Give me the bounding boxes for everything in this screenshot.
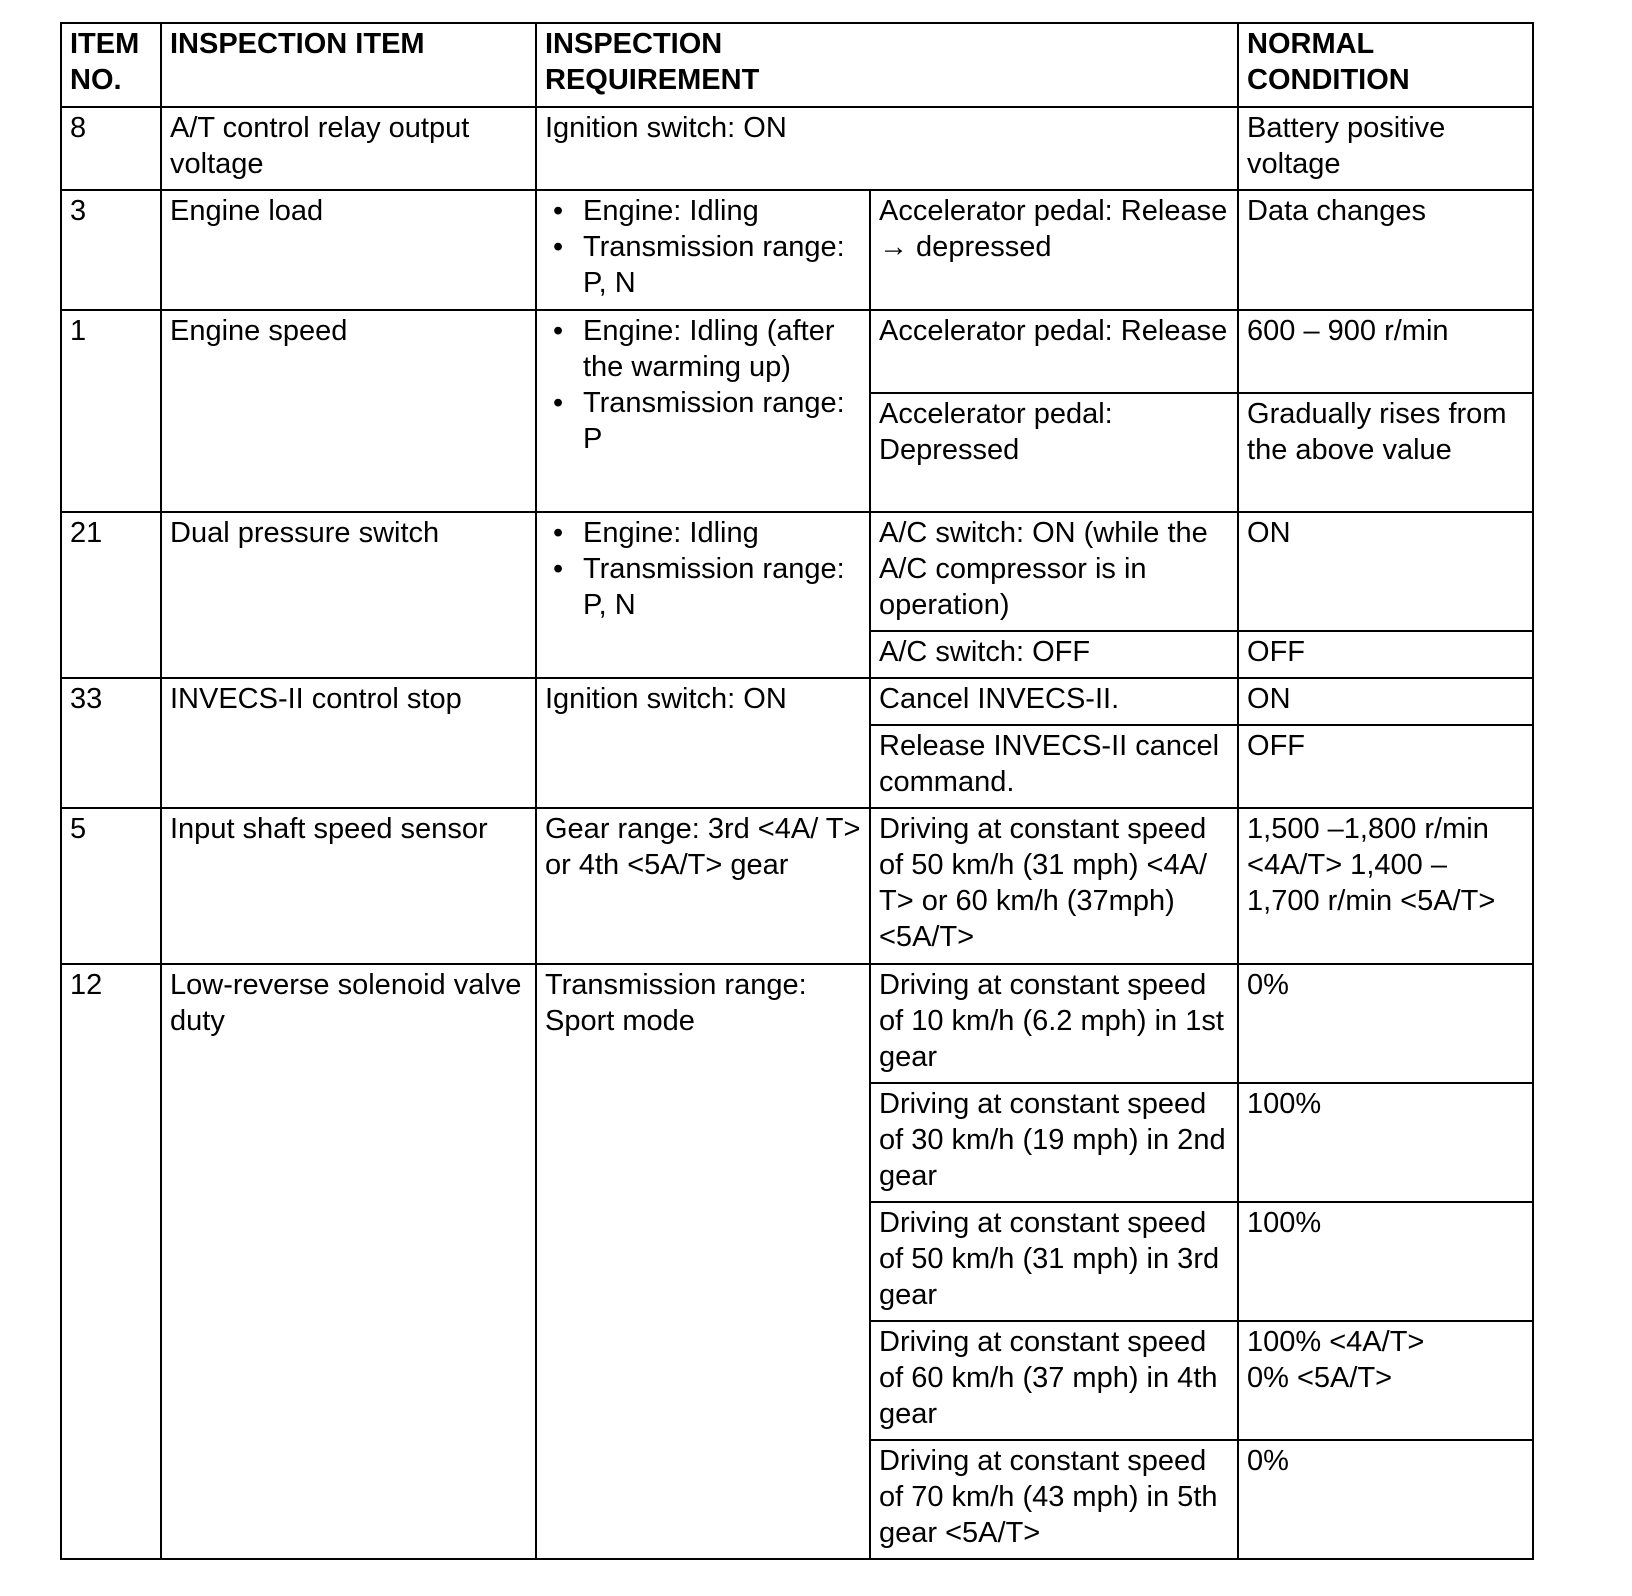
inspection-item-cell: Engine load bbox=[161, 190, 536, 310]
normal-condition-cell: Gradually rises from the above value bbox=[1238, 393, 1533, 512]
condition-cell: Driving at constant speed of 30 km/h (19 mph) in 2nd gear bbox=[870, 1083, 1238, 1202]
header-inspection-item: INSPECTION ITEM bbox=[161, 23, 536, 107]
requirement-list bbox=[545, 515, 861, 623]
normal-condition-cell: Battery positive voltage bbox=[1238, 107, 1533, 190]
normal-condition-cell: Data changes bbox=[1238, 190, 1533, 310]
condition-cell: Accelerator pedal: Release → depressed bbox=[870, 190, 1238, 310]
inspection-requirement-cell: Transmission range: Sport mode bbox=[536, 964, 870, 1559]
item-no-cell: 1 bbox=[61, 310, 161, 512]
normal-condition-cell: 0% bbox=[1238, 964, 1533, 1083]
requirement-list bbox=[545, 313, 861, 457]
normal-condition-cell: 100% <4A/T> 0% <5A/T> bbox=[1238, 1321, 1533, 1440]
item-no-cell: 3 bbox=[61, 190, 161, 310]
list-item: • Engine: Idling (after the warming up) bbox=[583, 313, 861, 385]
inspection-requirement-cell: Ignition switch: ON bbox=[536, 678, 870, 808]
normal-condition-cell: OFF bbox=[1238, 725, 1533, 808]
normal-condition-cell: ON bbox=[1238, 512, 1533, 631]
normal-condition-cell: OFF bbox=[1238, 631, 1533, 678]
condition-cell: Driving at constant speed of 50 km/h (31 mph) in 3rd gear bbox=[870, 1202, 1238, 1321]
inspection-table bbox=[60, 22, 1534, 1560]
normal-condition-cell: 1,500 –1,800 r/min <4A/T> 1,400 – 1,700 r/min <5A/T> bbox=[1238, 808, 1533, 964]
table-row bbox=[61, 512, 1533, 631]
item-no-cell: 5 bbox=[61, 808, 161, 964]
table-row bbox=[61, 107, 1533, 190]
requirement-bullets-cell bbox=[536, 190, 870, 310]
inspection-item-cell: INVECS-II control stop bbox=[161, 678, 536, 808]
list-item: • Engine: Idling bbox=[583, 193, 861, 229]
item-no-cell: 12 bbox=[61, 964, 161, 1559]
inspection-requirement-cell: Ignition switch: ON bbox=[536, 107, 1238, 190]
table-row bbox=[61, 190, 1533, 310]
normal-condition-cell: ON bbox=[1238, 678, 1533, 725]
condition-cell: A/C switch: OFF bbox=[870, 631, 1238, 678]
inspection-item-cell: Input shaft speed sensor bbox=[161, 808, 536, 964]
inspection-item-cell: Engine speed bbox=[161, 310, 536, 512]
list-item: • Transmission range: P bbox=[583, 385, 861, 457]
condition-cell: Cancel INVECS-II. bbox=[870, 678, 1238, 725]
normal-condition-cell: 0% bbox=[1238, 1440, 1533, 1559]
normal-condition-cell: 100% bbox=[1238, 1202, 1533, 1321]
requirement-list bbox=[545, 193, 861, 301]
normal-condition-cell: 600 – 900 r/min bbox=[1238, 310, 1533, 393]
condition-cell: A/C switch: ON (while the A/C compressor is in operation) bbox=[870, 512, 1238, 631]
header-inspection-requirement: INSPECTION REQUIREMENT bbox=[536, 23, 1238, 107]
condition-cell: Driving at constant speed of 50 km/h (31 mph) <4A/ T> or 60 km/h (37mph) <5A/T> bbox=[870, 808, 1238, 964]
item-no-cell: 33 bbox=[61, 678, 161, 808]
header-row bbox=[61, 23, 1533, 107]
condition-cell: Driving at constant speed of 60 km/h (37 mph) in 4th gear bbox=[870, 1321, 1238, 1440]
inspection-table-sheet bbox=[60, 22, 1534, 1560]
condition-cell: Release INVECS-II cancel command. bbox=[870, 725, 1238, 808]
condition-cell: Driving at constant speed of 10 km/h (6.2 mph) in 1st gear bbox=[870, 964, 1238, 1083]
list-item: • Transmission range: P, N bbox=[583, 229, 861, 301]
list-item: • Transmission range: P, N bbox=[583, 551, 861, 623]
requirement-bullets-cell bbox=[536, 310, 870, 512]
item-no-cell: 8 bbox=[61, 107, 161, 190]
table-row bbox=[61, 808, 1533, 964]
table-row bbox=[61, 310, 1533, 393]
requirement-bullets-cell bbox=[536, 512, 870, 678]
table-row bbox=[61, 678, 1533, 725]
inspection-requirement-cell: Gear range: 3rd <4A/ T> or 4th <5A/T> gear bbox=[536, 808, 870, 964]
normal-condition-cell: 100% bbox=[1238, 1083, 1533, 1202]
item-no-cell: 21 bbox=[61, 512, 161, 678]
table-row bbox=[61, 964, 1533, 1083]
condition-cell: Accelerator pedal: Release bbox=[870, 310, 1238, 393]
inspection-item-cell: Low-reverse solenoid valve duty bbox=[161, 964, 536, 1559]
condition-cell: Driving at constant speed of 70 km/h (43 mph) in 5th gear <5A/T> bbox=[870, 1440, 1238, 1559]
header-item-no: ITEM NO. bbox=[61, 23, 161, 107]
condition-cell: Accelerator pedal: Depressed bbox=[870, 393, 1238, 512]
inspection-item-cell: A/T control relay output voltage bbox=[161, 107, 536, 190]
header-normal-condition: NORMAL CONDITION bbox=[1238, 23, 1533, 107]
inspection-item-cell: Dual pressure switch bbox=[161, 512, 536, 678]
list-item: • Engine: Idling bbox=[583, 515, 861, 551]
